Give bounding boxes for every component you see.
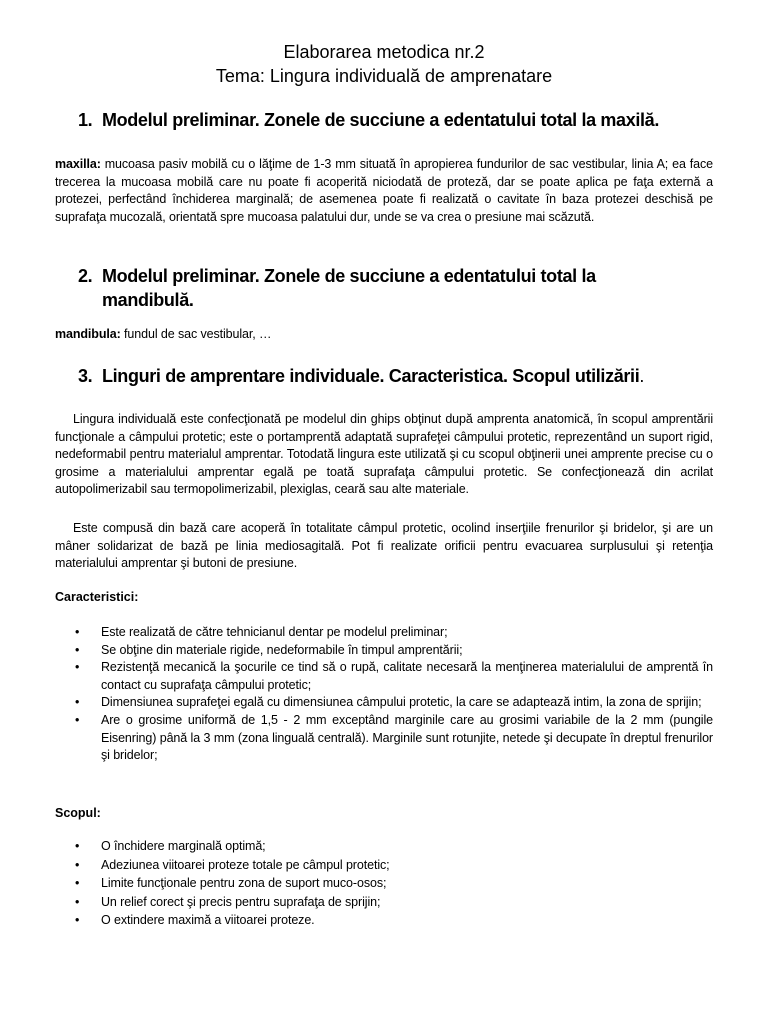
- list-item: • Dimensiunea suprafeţei egală cu dimensiunea câmpului protetic, la care se adaptează intim, la zona de sprijin;: [55, 694, 713, 712]
- list-item: • Un relief corect şi precis pentru suprafaţa de sprijin;: [55, 894, 713, 912]
- list-item: • Limite funcţionale pentru zona de suport muco-osos;: [55, 875, 713, 893]
- bullet-icon: •: [75, 660, 80, 675]
- bullet-icon: •: [75, 913, 80, 928]
- list-item: • O închidere marginală optimă;: [55, 838, 713, 856]
- bullet-icon: •: [75, 642, 80, 657]
- section-2-paragraph: [55, 326, 713, 344]
- bullet-icon: •: [75, 857, 80, 872]
- section-1-paragraph: [55, 156, 713, 226]
- section-3-title-suffix: .: [639, 366, 645, 386]
- bullet-icon: •: [75, 712, 80, 727]
- list-item: • Este realizată de către tehnicianul dentar pe modelul preliminar;: [55, 624, 713, 642]
- section-3-paragraph-1: Lingura individuală este confecţionată pe modelul din ghips obţinut după amprenta anatomică, în scopul amprentării funcţionale a câmpului protetic; este o portamprentă adaptată suprafeţei câmpului protetic, reprezentând un suport rigid, nedeformabil pentru materialul amprentar. Totodată lingura este utilizată şi cu scopul obţinerii unei amprente precise cu o grosime a materialului amprentar egală pe toată suprafaţa câmpului protetic. Se confecţionează din acrilat autopolimerizabil sau termopolimerizabil, plexiglas, ceară sau alte materiale.: [55, 412, 713, 497]
- bullet-icon: •: [75, 876, 80, 891]
- document-title: Elaborarea metodica nr.2: [283, 42, 485, 62]
- bullet-icon: •: [75, 894, 80, 909]
- document-subtitle: Tema: Lingura individuală de amprenatare: [215, 66, 553, 86]
- section-2-title-line2: mandibulă.: [102, 290, 194, 310]
- list-item: • Are o grosime uniformă de 1,5 - 2 mm exceptând marginile care au grosimi variabile de la 2 mm (pungile Eisenring) până la 3 mm (zona linguală centrală). Marginile sunt rotunjite, netede şi decupate în dreptul frenurilor şi bridelor;: [75, 712, 713, 763]
- bullet-icon: •: [75, 625, 80, 639]
- scopul-label: Scopul:: [55, 806, 101, 820]
- section-1-term: maxilla:: [55, 157, 101, 171]
- bullet-icon: •: [75, 695, 80, 710]
- bullet-icon: •: [75, 839, 80, 853]
- list-item: • Rezistenţă mecanică la şocurile ce tind să o rupă, calitate necesară la menţinerea materialului de amprentă în contact cu suprafaţa câmpului protetic;: [75, 660, 713, 692]
- list-item: • Adeziunea viitoarei proteze totale pe câmpul protetic;: [55, 857, 713, 875]
- section-1-title: Modelul preliminar. Zonele de succiune a edentatului total la maxilă.: [102, 110, 659, 130]
- section-1-number: 1.: [78, 110, 93, 130]
- list-item: • Se obţine din materiale rigide, nedeformabile în timpul amprentării;: [55, 642, 713, 660]
- section-3-paragraph-2: Este compusă din bază care acoperă în totalitate câmpul protetic, ocolind inserţiile frenurilor şi bridelor, şi are un mâner solidarizat de bază pe linia mediosagitală. Pot fi realizate orificii pentru evacuarea surplusului şi retenţia materialului amprentar şi butoni de presiune.: [55, 521, 713, 571]
- list-item: • O extindere maximă a viitoarei proteze.: [55, 912, 713, 930]
- section-2-number: 2.: [78, 266, 93, 286]
- section-2-body: fundul de sac vestibular, …: [120, 327, 272, 341]
- section-2-term: mandibula:: [55, 327, 121, 341]
- caracteristici-list: [55, 624, 713, 765]
- section-3-number: 3.: [78, 366, 93, 386]
- section-1-body: mucoasa pasiv mobilă cu o lăţime de 1-3 mm situată în apropierea fundurilor de sac vestibular, linia A; ea face trecerea la mucoasa mobilă care nu poate fi acoperită niciodată de proteză, dar se poate aplica pe faţa externă a protezei, perfectând închiderea marginală; de asemenea poate fi realizată o cavitate în baza protezei deschisă pe suprafaţa mucozală, orientată spre mucoasa palatului dur, unde se va crea o presiune mai scăzută.: [55, 157, 713, 224]
- section-3-title: Linguri de amprentare individuale. Caracteristica. Scopul utilizării: [102, 366, 640, 386]
- caracteristici-label: Caracteristici:: [55, 590, 139, 604]
- section-2-title-line1: Modelul preliminar. Zonele de succiune a edentatului total la: [102, 266, 596, 286]
- scopul-list: [55, 838, 713, 931]
